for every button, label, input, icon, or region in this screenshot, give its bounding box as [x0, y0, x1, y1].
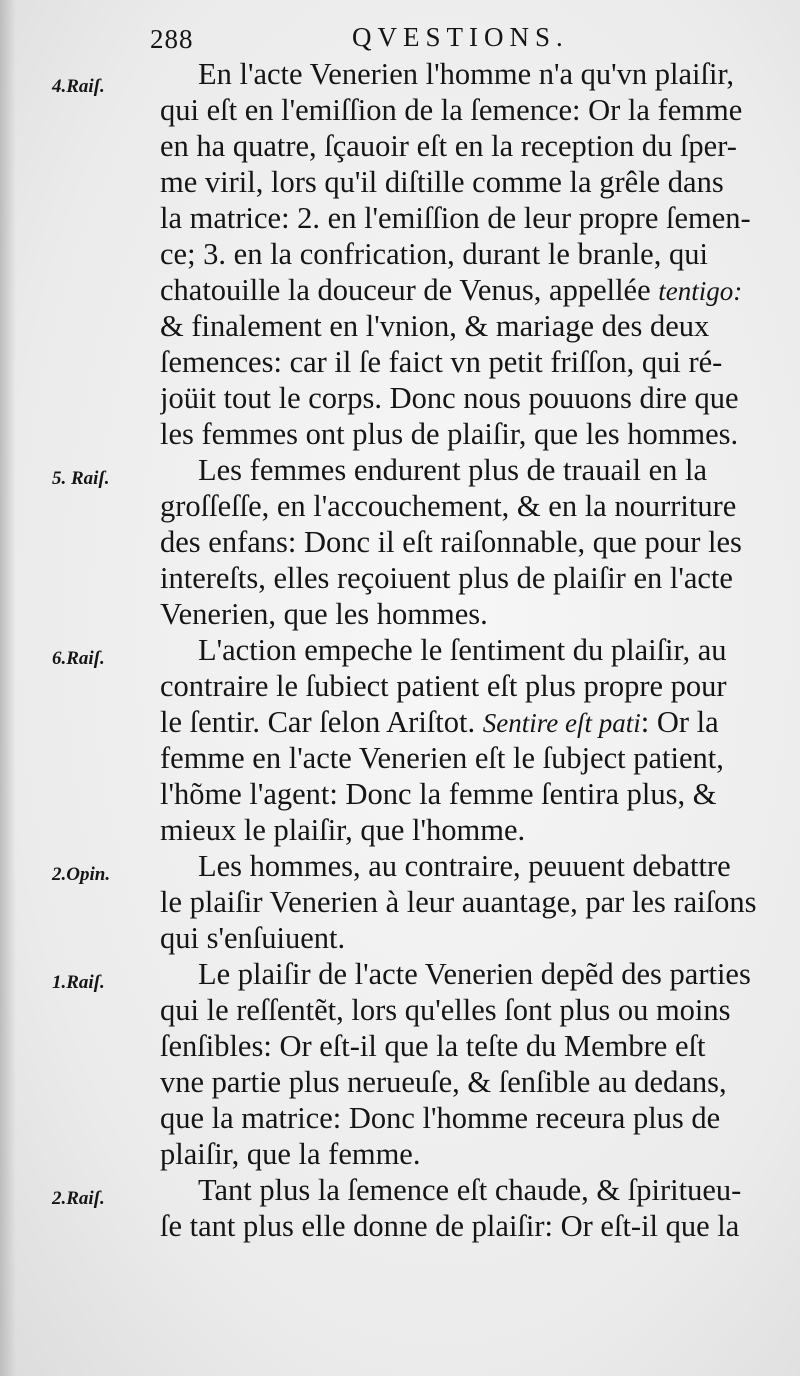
text-line: ſemences: car il ſe faict vn petit friſſon, qui ré-: [160, 345, 723, 379]
margin-note: 4.Raiſ.: [52, 76, 105, 97]
text-line: Le plaiſir de l'acte Venerien depẽd des parties: [198, 957, 751, 991]
margin-note: 1.Raiſ.: [52, 972, 105, 993]
text-line: l'hõme l'agent: Donc la femme ſentira plus, &: [160, 777, 717, 811]
text-line: qui s'enſuiuent.: [160, 921, 346, 955]
text-line: le plaiſir Venerien à leur auantage, par les raiſons: [160, 885, 757, 919]
text-line: [160, 272, 768, 309]
text-line: contraire le ſubiect patient eſt plus propre pour: [160, 669, 727, 703]
text-line: des enfans: Donc il eſt raiſonnable, que pour les: [160, 525, 742, 559]
text-run: : Or la: [640, 705, 719, 739]
page-gutter-shadow: [0, 0, 16, 1376]
text-run: chatouille la douceur de Venus, appellée: [160, 273, 651, 307]
text-line: me viril, lors qu'il diſtille comme la grêle dans: [160, 165, 724, 199]
text-line: [160, 704, 768, 741]
text-line: ſenſibles: Or eſt-il que la teſte du Membre eſt: [160, 1029, 706, 1063]
text-line: mieux le plaiſir, que l'homme.: [160, 813, 526, 847]
text-line: la matrice: 2. en l'emiſſion de leur propre ſemen-: [160, 201, 751, 235]
text-line: Les femmes endurent plus de trauail en la: [198, 453, 707, 487]
text-line: que la matrice: Donc l'homme receura plus de: [160, 1101, 721, 1135]
margin-note: 2.Opin.: [52, 864, 111, 885]
page-number: 288: [150, 24, 194, 54]
text-line: intereſts, elles reçoiuent plus de plaiſir en l'acte: [160, 561, 733, 595]
text-line: en ha quatre, ſçauoir eſt en la reception du ſper-: [160, 129, 737, 163]
text-line: femme en l'acte Venerien eſt le ſubject patient,: [160, 741, 724, 775]
italic-term: tentigo:: [658, 276, 743, 306]
margin-note: 2.Raiſ.: [52, 1188, 105, 1209]
text-line: Les hommes, au contraire, peuuent debattre: [198, 849, 731, 883]
text-line: vne partie plus nerueuſe, & ſenſible au dedans,: [160, 1065, 727, 1099]
margin-note: 5. Raiſ.: [52, 468, 110, 489]
text-line: Tant plus la ſemence eſt chaude, & ſpiritueu-: [198, 1173, 742, 1207]
text-run: le ſentir. Car ſelon Ariſtot.: [160, 705, 476, 739]
text-line: groſſeſſe, en l'accouchement, & en la nourriture: [160, 489, 737, 523]
text-line: Venerien, que les hommes.: [160, 597, 488, 631]
text-line: & finalement en l'vnion, & mariage des deux: [160, 309, 710, 343]
text-line: En l'acte Venerien l'homme n'a qu'vn plaiſir,: [198, 57, 734, 91]
text-line: qui le reſſentẽt, lors qu'elles ſont plus ou moins: [160, 993, 731, 1027]
text-line: qui eſt en l'emiſſion de la ſemence: Or la femme: [160, 93, 743, 127]
margin-note: 6.Raiſ.: [52, 648, 105, 669]
text-line: L'action empeche le ſentiment du plaiſir, au: [198, 633, 727, 667]
running-title: QVESTIONS.: [352, 22, 569, 52]
italic-quote: Sentire eſt pati: [482, 708, 641, 738]
text-line: les femmes ont plus de plaiſir, que les hommes.: [160, 417, 739, 451]
text-line: ce; 3. en la confrication, durant le branle, qui: [160, 237, 708, 271]
text-line: plaiſir, que la femme.: [160, 1137, 421, 1171]
text-line: ſe tant plus elle donne de plaiſir: Or eſt-il que la: [160, 1209, 740, 1243]
text-line: joüit tout le corps. Donc nous pouuons dire que: [160, 381, 739, 415]
